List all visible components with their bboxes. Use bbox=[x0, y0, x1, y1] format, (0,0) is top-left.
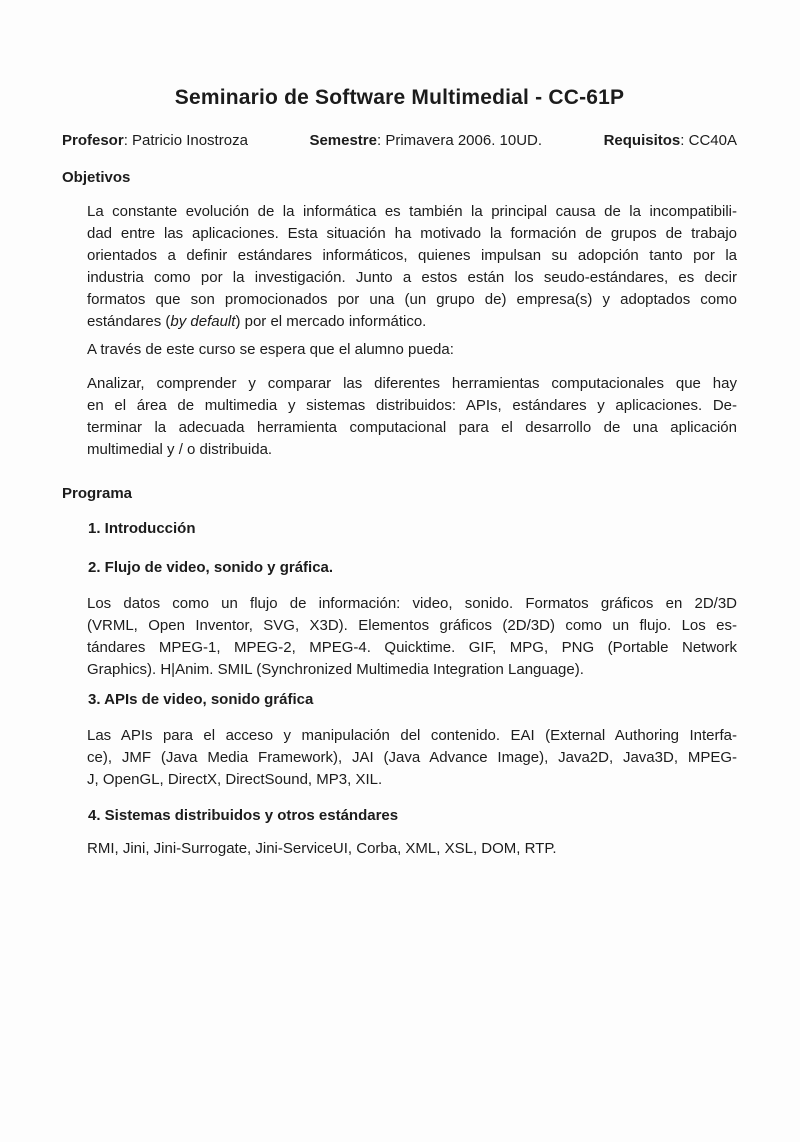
section-heading-objetivos: Objetivos bbox=[62, 169, 131, 186]
text-line: La constante evolución de la informática es también la principal causa de la incompatibili- bbox=[87, 203, 737, 220]
objetivos-paragraph-1 bbox=[87, 201, 737, 333]
program-item-3-title: 3. APIs de video, sonido gráfica bbox=[88, 691, 314, 708]
objetivos-paragraph-2: A través de este curso se espera que el alumno pueda: bbox=[87, 341, 454, 358]
text-line: RMI, Jini, Jini-Surrogate, Jini-ServiceUI, Corba, XML, XSL, DOM, RTP. bbox=[87, 840, 557, 857]
program-item-1-title: 1. Introducción bbox=[88, 520, 196, 537]
professor-field bbox=[62, 130, 248, 152]
text-line: formatos que son promocionados por una (un grupo de) empresa(s) y adoptados como bbox=[87, 291, 737, 308]
text-line: Analizar, comprender y comparar las diferentes herramientas computacionales que hay bbox=[87, 375, 737, 392]
document-title: Seminario de Software Multimedial - CC-61P bbox=[174, 86, 625, 109]
program-item-4-body bbox=[87, 838, 737, 860]
semester-field bbox=[309, 130, 542, 152]
text-line: (VRML, Open Inventor, SVG, X3D). Elementos gráficos (2D/3D) como un flujo. Los es- bbox=[87, 617, 737, 634]
text-line: tándares MPEG-1, MPEG-2, MPEG-4. Quicktime. GIF, MPG, PNG (Portable Network bbox=[87, 639, 737, 656]
text-line: ce), JMF (Java Media Framework), JAI (Java Advance Image), Java2D, Java3D, MPEG- bbox=[87, 749, 737, 766]
text-line: Graphics). H|Anim. SMIL (Synchronized Multimedia Integration Language). bbox=[87, 661, 584, 678]
program-item-2-title: 2. Flujo de video, sonido y gráfica. bbox=[88, 559, 334, 576]
section-heading-programa: Programa bbox=[62, 485, 133, 502]
text-line: estándares (by default) por el mercado informático. bbox=[87, 313, 427, 330]
text-line: dad entre las aplicaciones. Esta situación ha motivado la formación de grupos de trabajo bbox=[87, 225, 737, 242]
text-line: orientados a definir estándares informáticos, quienes impulsan su adopción tanto por la bbox=[87, 247, 737, 264]
text-line: multimedial y / o distribuida. bbox=[87, 441, 273, 458]
text-line: Los datos como un flujo de información: video, sonido. Formatos gráficos en 2D/3D bbox=[87, 595, 737, 612]
text-line: J, OpenGL, DirectX, DirectSound, MP3, XIL. bbox=[87, 771, 383, 788]
professor-label: Profesor bbox=[62, 132, 124, 149]
text-line: industria como por la investigación. Junto a estos están los seudo-estándares, es decir bbox=[87, 269, 737, 286]
requisites-field bbox=[604, 130, 737, 152]
semester-label: Semestre bbox=[309, 132, 377, 149]
program-item-2-body bbox=[87, 593, 737, 681]
text-line: en el área de multimedia y sistemas distribuidos: APIs, estándares y aplicaciones. De- bbox=[87, 397, 737, 414]
program-item-4-title: 4. Sistemas distribuidos y otros estándares bbox=[88, 807, 399, 824]
course-meta-row bbox=[62, 130, 737, 152]
professor-value: : Patricio Inostroza bbox=[123, 132, 248, 149]
semester-value: : Primavera 2006. 10UD. bbox=[376, 132, 543, 149]
objetivos-paragraph-3 bbox=[87, 373, 737, 461]
text-line: Las APIs para el acceso y manipulación del contenido. EAI (External Authoring Interfa- bbox=[87, 727, 737, 744]
requisites-label: Requisitos bbox=[603, 132, 681, 149]
text-line: terminar la adecuada herramienta computacional para el desarrollo de una aplicación bbox=[87, 419, 737, 436]
requisites-value: : CC40A bbox=[680, 132, 737, 149]
program-item-3-body bbox=[87, 725, 737, 791]
